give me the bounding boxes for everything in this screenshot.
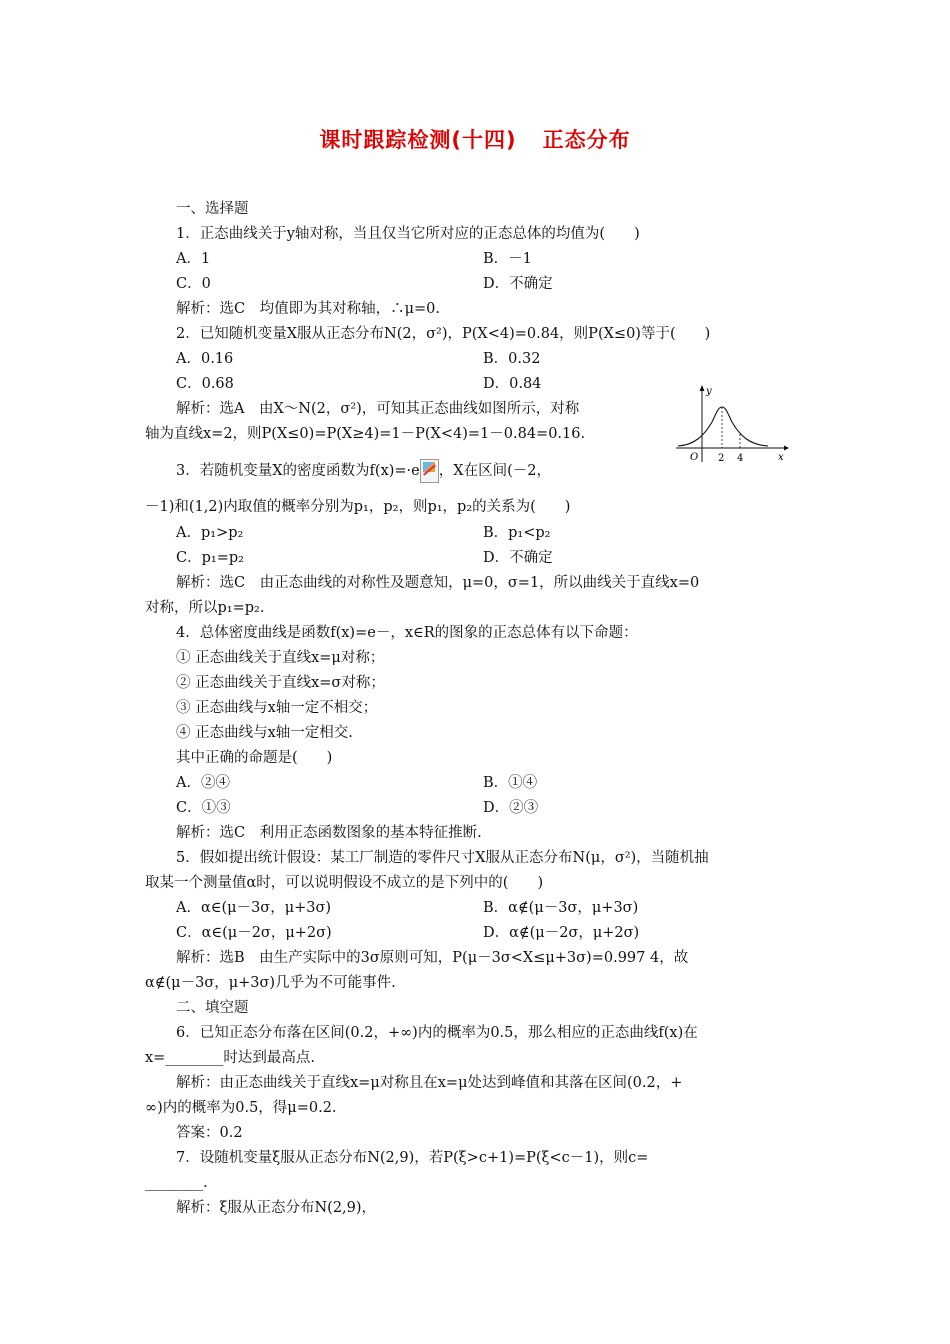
y-label: y bbox=[706, 386, 712, 397]
tick-label-4: 4 bbox=[737, 453, 744, 464]
question-7-line1: 7．设随机变量ξ服从正态分布N(2,9)，若P(ξ>c+1)=P(ξ<c－1)，则c= bbox=[176, 1150, 649, 1166]
y-axis-arrow bbox=[700, 385, 705, 391]
option-5d: D．α∉(μ－2σ，μ+2σ) bbox=[483, 925, 640, 941]
page-title bbox=[0, 124, 950, 154]
statement-4-4: ④ 正态曲线与x轴一定相交. bbox=[176, 725, 353, 741]
solution-3-line1: 解析：选C 由正态曲线的对称性及题意知，μ=0，σ=1，所以曲线关于直线x=0 bbox=[176, 575, 700, 591]
option-1c: C．0 bbox=[176, 276, 211, 292]
option-4b: B．①④ bbox=[483, 775, 538, 791]
question-5-line2: 取某一个测量值α时，可以说明假设不成立的是下列中的( ) bbox=[145, 875, 544, 891]
statement-4-1: ① 正态曲线关于直线x=μ对称； bbox=[176, 650, 385, 666]
option-5a: A．α∈(μ－3σ，μ+3σ) bbox=[176, 900, 332, 916]
solution-4: 解析：选C 利用正态函数图象的基本特征推断. bbox=[176, 825, 482, 841]
option-1b: B．－1 bbox=[483, 251, 532, 267]
solution-5-line2: α∉(μ－3σ，μ+3σ)几乎为不可能事件. bbox=[145, 975, 396, 991]
normal-curve-figure bbox=[672, 382, 790, 464]
option-2c: C．0.68 bbox=[176, 376, 234, 392]
x-axis-arrow bbox=[784, 446, 789, 451]
question-5-line1: 5．假如提出统计假设：某工厂制造的零件尺寸X服从正态分布N(μ，σ²)，当随机抽 bbox=[176, 850, 709, 866]
option-5c: C．α∈(μ－2σ，μ+2σ) bbox=[176, 925, 332, 941]
solution-2-line2: 轴为直线x=2，则P(X≤0)=P(X≥4)=1－P(X<4)=1－0.84=0.16. bbox=[145, 426, 586, 442]
section-heading-fill: 二、填空题 bbox=[176, 1000, 249, 1016]
question-2: 2．已知随机变量X服从正态分布N(2，σ²)，P(X<4)=0.84，则P(X≤0)等于( ) bbox=[176, 326, 711, 342]
question-6-line2: x=________时达到最高点. bbox=[145, 1050, 315, 1066]
solution-2-line1: 解析：选A 由X～N(2，σ²)，可知其正态曲线如图所示，对称 bbox=[176, 401, 580, 417]
option-1a: A．1 bbox=[176, 251, 211, 267]
question-3-line1: 3．若随机变量X的密度函数为f(x)=·e ，X在区间(－2， bbox=[176, 459, 551, 483]
question-7-line2: ________. bbox=[145, 1175, 208, 1191]
question-4-prompt: 其中正确的命题是( ) bbox=[176, 750, 333, 766]
origin-label: O bbox=[690, 452, 699, 463]
question-6-line1: 6．已知正态分布落在区间(0.2，+∞)内的概率为0.5，那么相应的正态曲线f(x)在 bbox=[176, 1025, 698, 1041]
question-4: 4．总体密度曲线是函数f(x)=e－，x∈R的图象的正态总体有以下命题： bbox=[176, 625, 638, 641]
x-label: x bbox=[778, 452, 784, 463]
option-3d: D．不确定 bbox=[483, 550, 553, 566]
option-1d: D．不确定 bbox=[483, 276, 553, 292]
solution-6-line1: 解析：由正态曲线关于直线x=μ对称且在x=μ处达到峰值和其落在区间(0.2，+ bbox=[176, 1075, 683, 1091]
question-3-line2: －1)和(1,2)内取值的概率分别为p₁，p₂，则p₁，p₂的关系为( ) bbox=[145, 499, 571, 515]
statement-4-2: ② 正态曲线关于直线x=σ对称； bbox=[176, 675, 385, 691]
solution-7: 解析：ξ服从正态分布N(2,9)， bbox=[176, 1200, 377, 1216]
bell-curve bbox=[678, 407, 768, 446]
option-3c: C．p₁=p₂ bbox=[176, 550, 244, 566]
option-2d: D．0.84 bbox=[483, 376, 542, 392]
option-4d: D．②③ bbox=[483, 800, 539, 816]
option-4a: A．②④ bbox=[176, 775, 230, 791]
option-3b: B．p₁<p₂ bbox=[483, 525, 551, 541]
answer-6: 答案：0.2 bbox=[176, 1125, 243, 1141]
solution-5-line1: 解析：选B 由生产实际中的3σ原则可知，P(μ－3σ<X≤μ+3σ)=0.997 4，故 bbox=[176, 950, 689, 966]
solution-6-line2: ∞)内的概率为0.5，得μ=0.2. bbox=[145, 1100, 337, 1116]
title-topic: 正态分布 bbox=[542, 128, 631, 152]
statement-4-3: ③ 正态曲线与x轴一定不相交； bbox=[176, 700, 378, 716]
option-3a: A．p₁>p₂ bbox=[176, 525, 244, 541]
option-5b: B．α∉(μ－3σ，μ+3σ) bbox=[483, 900, 639, 916]
tick-label-2: 2 bbox=[718, 453, 725, 464]
solution-3-line2: 对称，所以p₁=p₂. bbox=[145, 600, 265, 616]
solution-1: 解析：选C 均值即为其对称轴，∴μ=0. bbox=[176, 301, 441, 317]
option-2a: A．0.16 bbox=[176, 351, 234, 367]
title-main: 课时跟踪检测(十四) bbox=[319, 128, 517, 152]
option-2b: B．0.32 bbox=[483, 351, 541, 367]
broken-image-icon bbox=[420, 459, 439, 483]
question-1: 1．正态曲线关于y轴对称，当且仅当它所对应的正态总体的均值为( ) bbox=[176, 226, 640, 242]
section-heading-choice: 一、选择题 bbox=[176, 201, 249, 217]
option-4c: C．①③ bbox=[176, 800, 231, 816]
